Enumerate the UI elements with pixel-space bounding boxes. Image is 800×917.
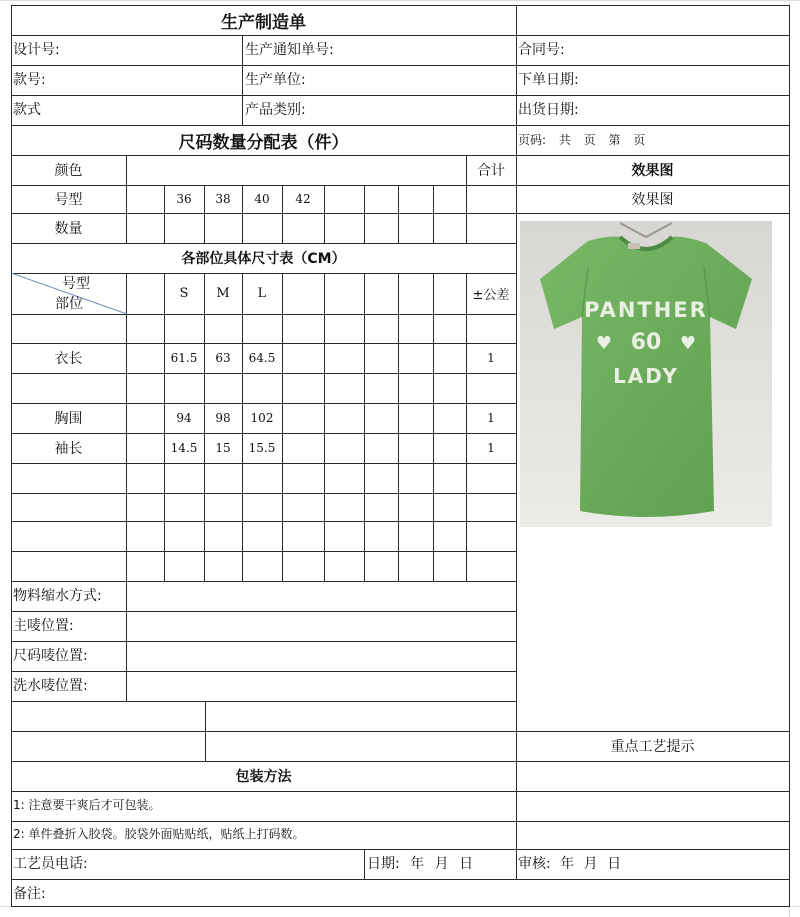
ship-date-label: 出货日期:	[518, 102, 579, 118]
technician-phone-label: 工艺员电话:	[13, 856, 88, 872]
corner-size-label: 号型	[62, 276, 90, 292]
length-m: 63	[215, 351, 231, 365]
chest-l: 102	[250, 411, 274, 425]
category-label: 产品类别:	[245, 102, 306, 118]
order-date-label: 下单日期:	[518, 72, 579, 88]
size-40: 40	[254, 192, 270, 206]
key-process-label: 重点工艺提示	[610, 739, 695, 755]
row-chest-label: 胸围	[54, 411, 83, 427]
wash-label-position: 洗水唛位置:	[13, 678, 88, 694]
length-s: 61.5	[170, 351, 198, 365]
svg-text:♥: ♥	[595, 333, 613, 354]
quantity-label: 数量	[54, 221, 83, 237]
size-label-position: 尺码唛位置:	[13, 648, 88, 664]
packing-note-2: 2: 单件叠折入胶袋。胶袋外面贴贴纸，贴纸上打码数。	[13, 827, 305, 841]
chest-tol: 1	[487, 411, 495, 425]
sleeve-m: 15	[215, 441, 231, 455]
remark-label: 备注:	[13, 886, 46, 902]
effect-subtitle: 效果图	[631, 192, 674, 208]
sleeve-s: 14.5	[170, 441, 198, 455]
tshirt-text-60: 60	[630, 330, 662, 355]
style-label: 款式	[13, 102, 41, 118]
size-label: 号型	[54, 192, 83, 208]
row-length-label: 衣长	[54, 351, 83, 367]
svg-text:♥: ♥	[679, 333, 697, 354]
size-42: 42	[295, 192, 311, 206]
total-label: 合计	[477, 163, 505, 179]
size-38: 38	[215, 192, 231, 206]
review-label: 审核: 年 月 日	[518, 856, 622, 872]
tshirt-text-lady: LADY	[613, 364, 679, 388]
size-l: L	[257, 286, 267, 301]
effect-title: 效果图	[631, 163, 674, 179]
tolerance-label: ±公差	[472, 288, 510, 303]
sleeve-tol: 1	[487, 441, 495, 455]
notice-no-label: 生产通知单号:	[245, 42, 334, 58]
factory-label: 生产单位:	[245, 72, 306, 88]
size-m: M	[216, 286, 230, 301]
page-number-label: 页码: 共 页 第 页	[518, 133, 646, 147]
chest-s: 94	[176, 411, 192, 425]
tshirt-text-panther: PANTHER	[584, 298, 708, 322]
date-label: 日期: 年 月 日	[367, 856, 474, 872]
color-label: 颜色	[54, 163, 83, 179]
style-no-label: 款号:	[13, 72, 46, 88]
chest-m: 98	[215, 411, 231, 425]
sleeve-l: 15.5	[248, 441, 276, 455]
size-s: S	[179, 286, 189, 301]
packing-title: 包装方法	[235, 769, 292, 785]
design-no-label: 设计号:	[13, 42, 60, 58]
length-tol: 1	[487, 351, 495, 365]
length-l: 64.5	[248, 351, 276, 365]
main-label-position: 主唛位置:	[13, 618, 74, 634]
tshirt-image	[520, 221, 772, 527]
size-36: 36	[176, 192, 192, 206]
corner-part-label: 部位	[55, 296, 83, 312]
form-title: 生产制造单	[221, 12, 306, 33]
measure-table-title: 各部位具体尺寸表（CM）	[181, 251, 346, 267]
row-sleeve-label: 袖长	[54, 441, 83, 457]
packing-note-1: 1: 注意要干爽后才可包装。	[13, 798, 161, 812]
shrink-method-label: 物料缩水方式:	[13, 588, 102, 604]
qty-table-title: 尺码数量分配表（件）	[178, 132, 349, 153]
contract-no-label: 合同号:	[518, 42, 565, 58]
